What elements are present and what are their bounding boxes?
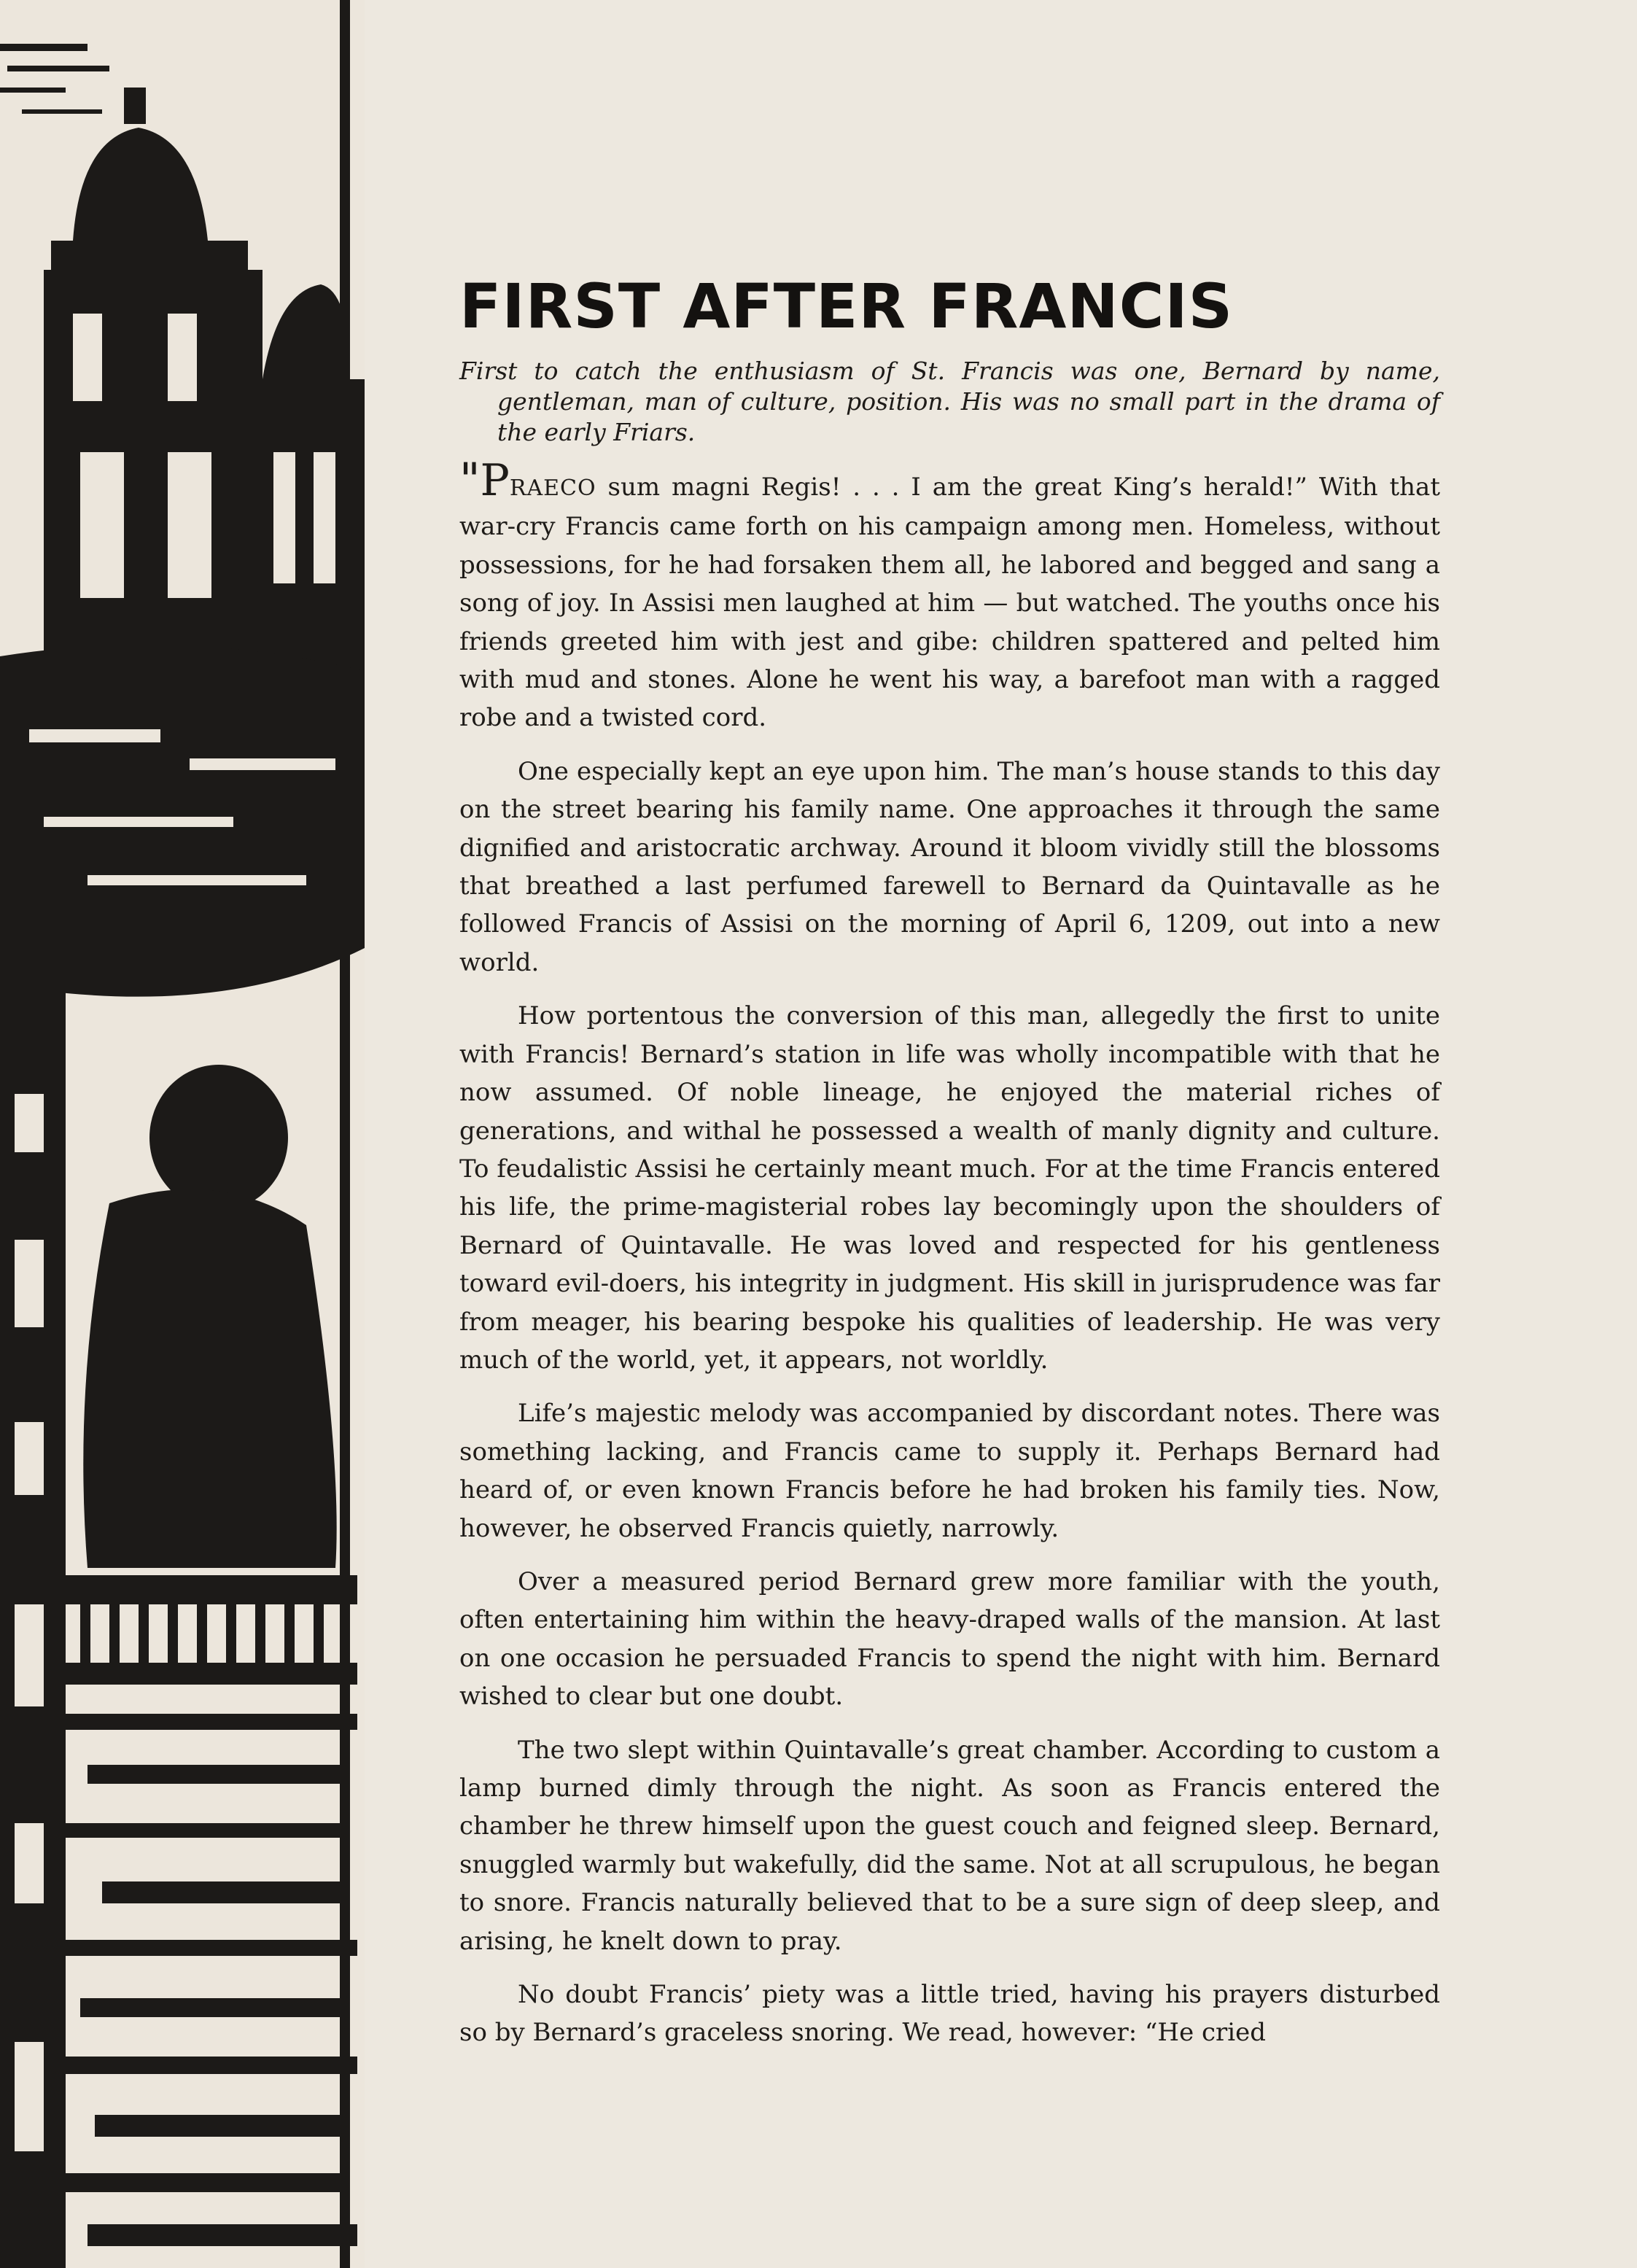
body-paragraph: One especially kept an eye upon him. The man’s house stands to this day on the street bearing his family name. One approaches it through the same dignified and aristocratic archway. Around it bloom vividly still the blossoms that breathed a last perfumed farewell to Bernard da Quintavalle as he followed Francis of Assisi on the morning of April 6, 1209, out into a new world. xyxy=(459,756,1440,977)
body-paragraph: Over a measured period Bernard grew more familiar with the youth, often entertaining him within the heavy-draped walls of the mansion. At last on one occasion he persuaded Francis to spend the night with him. Bernard wished to clear but one doubt. xyxy=(459,1566,1440,1712)
article-subtitle: First to catch the enthusiasm of St. Francis was one, Bernard by name, gentleman, man of culture, position. His was no small part in the drama of the early Friars. xyxy=(459,357,1440,446)
drop-cap: P xyxy=(480,455,510,506)
article-title: FIRST AFTER FRANCIS xyxy=(459,271,1234,342)
body-paragraph: No doubt Francis’ piety was a little tried, having his prayers disturbed so by Bernard’s graceless snoring. We read, however: “He cried xyxy=(459,1980,1440,2048)
opening-quote: " xyxy=(459,453,481,506)
lead-paragraph xyxy=(459,453,1440,737)
lead-text: sum magni Regis! . . . I am the great King’s herald!” With that war-cry Francis came forth on his campaign among men. Homeless, without possessions, for he had forsaken them all, he labored and begged and sang a song of joy. In Assisi men laughed at him — but watched. The youths once his friends greeted him with jest and gibe: children spattered and pelted him with mud and stones. Alone he went his way, a barefoot man with a ragged robe and a twisted cord. xyxy=(459,473,1440,733)
woodcut-illustration xyxy=(0,0,365,2268)
lead-small-caps: RAECO xyxy=(509,475,596,501)
article-body xyxy=(459,453,1440,2052)
article xyxy=(459,270,1440,2052)
body-paragraph: The two slept within Quintavalle’s great chamber. According to custom a lamp burned dimly through the night. As soon as Francis entered the chamber he threw himself upon the guest couch and feigned sleep. Bernard, snuggled warmly but wakefully, did the same. Not at all scrupulous, he began to snore. Francis naturally believed that to be a sure sign of deep sleep, and arising, he knelt down to pray. xyxy=(459,1735,1440,1956)
frame-rule xyxy=(340,0,350,2268)
body-paragraph: Life’s majestic melody was accompanied by discordant notes. There was something lacking, and Francis came to supply it. Perhaps Bernard had heard of, or even known Francis before he had broken his family ties. Now, however, he observed Francis quietly, narrowly. xyxy=(459,1399,1440,1543)
body-paragraph: How portentous the conversion of this man, allegedly the first to unite with Francis! Bernard’s station in life was wholly incompatible with that he now assumed. Of noble lineage, he enjoyed the material riches of generations, and withal he possessed a wealth of manly dignity and culture. To feudalistic Assisi he certainly meant much. For at the time Francis entered his life, the prime-magisterial robes lay becomingly upon the shoulders of Bernard of Quintavalle. He was loved and respected for his gentleness toward evil-doers, his integrity in judgment. His skill in jurisprudence was far from meager, his bearing bespoke his qualities of leadership. He was very much of the world, yet, it appears, not worldly. xyxy=(459,1001,1440,1375)
left-border xyxy=(0,985,66,2268)
